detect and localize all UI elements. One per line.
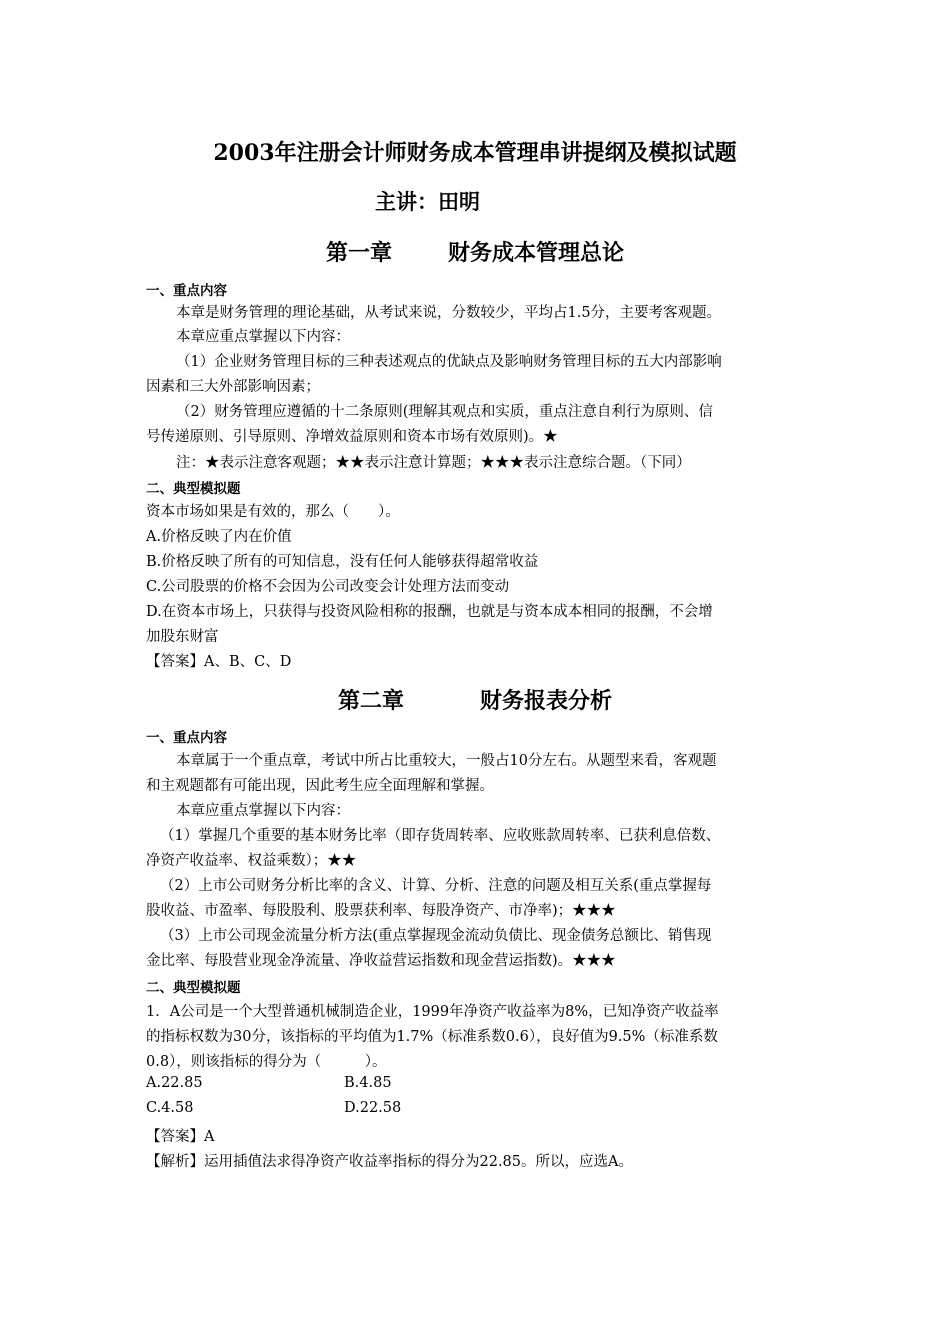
ch1-option-b: B.价格反映了所有的可知信息，没有任何人能够获得超常收益 xyxy=(146,554,539,570)
chapter-1-name: 财务成本管理总论 xyxy=(448,240,625,266)
ch2-option-d: D.22.58 xyxy=(344,1100,402,1116)
ch2-question-line-1: 1．A公司是一个大型普通机械制造企业，1999年净资产收益率为8%，已知净资产收益率 xyxy=(146,1004,719,1020)
ch1-paragraph-2: 本章应重点掌握以下内容： xyxy=(176,329,350,345)
ch1-item-1-line-2: 因素和三大外部影响因素； xyxy=(146,379,320,395)
ch1-item-2-line-2: 号传递原则、引导原则、净增效益原则和资本市场有效原则)。★ xyxy=(146,429,558,445)
ch2-item-1-line-2: 净资产收益率、权益乘数）；★★ xyxy=(146,853,357,869)
chapter-1-number: 第一章 xyxy=(325,240,392,266)
lecturer-line: 主讲：田明 xyxy=(375,189,480,214)
ch1-question: 资本市场如果是有效的，那么（ ）。 xyxy=(146,504,400,520)
ch1-option-c: C.公司股票的价格不会因为公司改变会计处理方法而变动 xyxy=(146,579,510,595)
ch2-item-3-line-1: （3）上市公司现金流量分析方法(重点掌握现金流动负债比、现金债务总额比、销售现 xyxy=(160,928,712,944)
ch1-answer: 【答案】A、B、C、D xyxy=(146,654,292,670)
chapter-1-heading xyxy=(0,236,950,267)
ch2-paragraph-2: 本章应重点掌握以下内容： xyxy=(176,803,350,819)
ch2-item-3-line-2: 金比率、每股营业现金净流量、净收益营运指数和现金营运指数)。★★★ xyxy=(146,953,616,969)
ch2-item-2-line-1: （2）上市公司财务分析比率的含义、计算、分析、注意的问题及相互关系(重点掌握每 xyxy=(160,878,712,894)
ch1-section-key-content: 一、重点内容 xyxy=(146,283,227,299)
ch1-paragraph-1: 本章是财务管理的理论基础，从考试来说，分数较少，平均占1.5分，主要考客观题。 xyxy=(176,305,722,321)
ch2-item-1-line-1: （1）掌握几个重要的基本财务比率（即存货周转率、应收账款周转率、已获利息倍数、 xyxy=(160,828,721,844)
ch2-paragraph-1-line-2: 和主观题都有可能出现，因此考生应全面理解和掌握。 xyxy=(146,778,494,794)
ch1-item-1-line-1: （1）企业财务管理目标的三种表述观点的优缺点及影响财务管理目标的五大内部影响 xyxy=(176,354,722,370)
ch1-item-2-line-1: （2）财务管理应遵循的十二条原则(理解其观点和实质，重点注意自利行为原则、信 xyxy=(176,404,713,420)
ch2-question-line-3: 0.8），则该指标的得分为（ ）。 xyxy=(146,1054,387,1070)
ch2-item-2-line-2: 股收益、市盈率、每股股利、股票获利率、每股净资产、市净率)；★★★ xyxy=(146,903,616,919)
chapter-2-heading xyxy=(0,684,950,715)
ch2-option-c: C.4.58 xyxy=(146,1100,194,1116)
document-title: 2003年注册会计师财务成本管理串讲提纲及模拟试题 xyxy=(213,140,737,166)
ch2-question-line-2: 的指标权数为30分，该指标的平均值为1.7%（标准系数0.6），良好值为9.5%（标准系数 xyxy=(146,1029,718,1045)
ch2-section-key-content: 一、重点内容 xyxy=(146,730,227,746)
ch2-option-a: A.22.85 xyxy=(146,1075,203,1091)
ch1-note: 注：★表示注意客观题；★★表示注意计算题；★★★表示注意综合题。（下同） xyxy=(176,455,691,471)
chapter-2-number: 第二章 xyxy=(337,688,404,714)
ch2-option-b: B.4.85 xyxy=(344,1075,392,1091)
ch1-option-d-line-2: 加股东财富 xyxy=(146,629,219,645)
ch1-option-a: A.价格反映了内在价值 xyxy=(146,529,292,545)
ch2-answer: 【答案】A xyxy=(146,1129,215,1145)
ch2-section-sample-questions: 二、典型模拟题 xyxy=(146,980,241,996)
ch2-explanation: 【解析】运用插值法求得净资产收益率指标的得分为22.85。所以，应选A。 xyxy=(146,1154,633,1170)
ch2-paragraph-1-line-1: 本章属于一个重点章，考试中所占比重较大，一般占10分左右。从题型来看，客观题 xyxy=(176,753,717,769)
chapter-2-name: 财务报表分析 xyxy=(480,688,613,714)
ch1-section-sample-questions: 二、典型模拟题 xyxy=(146,481,241,497)
ch1-option-d-line-1: D.在资本市场上，只获得与投资风险相称的报酬，也就是与资本成本相同的报酬，不会增 xyxy=(146,604,713,620)
